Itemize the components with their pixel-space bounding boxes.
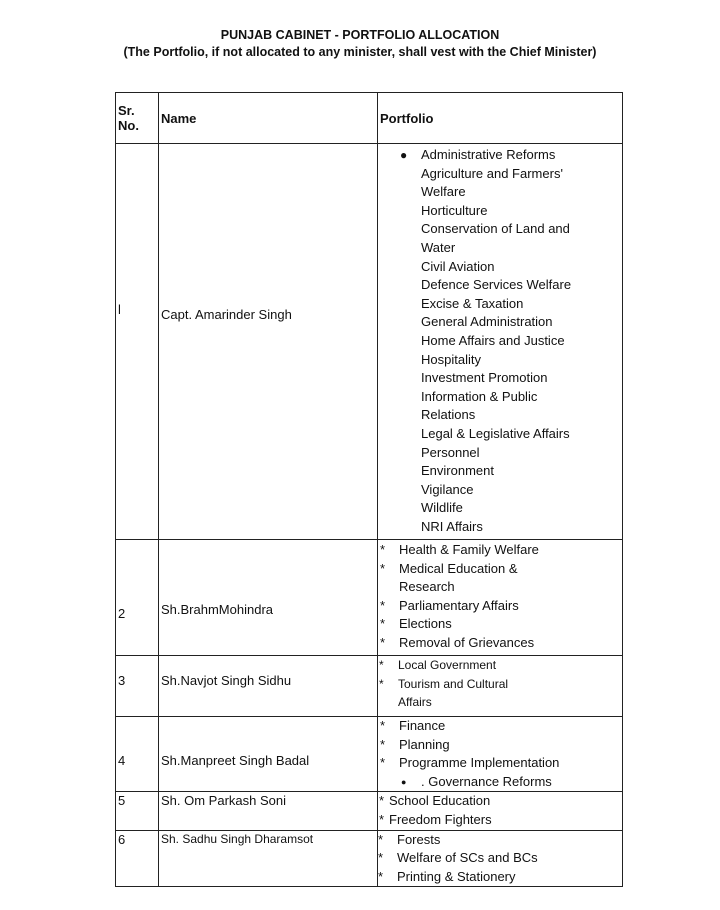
portfolio-item: [421, 202, 622, 221]
portfolio-label: Civil Aviation: [421, 258, 495, 274]
portfolio-item: [421, 518, 622, 537]
portfolio-item: [380, 560, 622, 579]
portfolio-label: NRI Affairs: [421, 518, 483, 534]
bullet-icon: ●: [401, 776, 407, 787]
asterisk-icon: *: [380, 616, 386, 632]
header-name: Name: [159, 93, 378, 144]
asterisk-icon: *: [380, 634, 386, 650]
portfolio-item: [421, 481, 622, 500]
portfolio-list: [378, 831, 622, 887]
portfolio-item: [421, 313, 622, 332]
portfolio-list: [378, 717, 622, 791]
portfolio-item: [421, 462, 622, 481]
portfolio-label: Local Government: [398, 658, 497, 672]
portfolio-item: [379, 675, 622, 694]
portfolio-label: School Education: [389, 793, 491, 809]
document-subtitle: (The Portfolio, if not allocated to any minister, shall vest with the Chief Minister): [123, 45, 597, 59]
minister-name: Sh.Navjot Singh Sidhu: [161, 673, 292, 688]
portfolio-label: Welfare of SCs and BCs: [397, 850, 538, 866]
portfolio-label: Defence Services Welfare: [421, 277, 572, 293]
portfolio-label: Investment Promotion: [421, 370, 548, 386]
asterisk-icon: *: [379, 793, 385, 809]
table-row: [116, 792, 623, 830]
portfolio-label: Information & Public: [421, 388, 538, 404]
asterisk-icon: *: [379, 676, 384, 691]
portfolio-item: [421, 165, 622, 184]
portfolio-label: Environment: [421, 463, 494, 479]
minister-name: Sh. Om Parkash Soni: [161, 793, 286, 809]
portfolio-label: Affairs: [398, 695, 432, 710]
asterisk-icon: *: [378, 850, 384, 866]
portfolio-item: [421, 239, 622, 258]
asterisk-icon: *: [379, 811, 385, 827]
portfolio-item: [380, 615, 622, 634]
portfolio-item: [421, 351, 622, 370]
portfolio-label: Water: [421, 239, 456, 255]
portfolio-table: [115, 92, 623, 887]
portfolio-label: Medical Education &: [399, 560, 518, 576]
asterisk-icon: *: [380, 597, 386, 613]
portfolio-item: [380, 634, 622, 653]
portfolio-label: Excise & Taxation: [421, 295, 524, 311]
portfolio-item: [421, 369, 622, 388]
portfolio-item: [398, 693, 622, 712]
portfolio-label: Elections: [399, 616, 452, 632]
portfolio-item: [399, 578, 622, 597]
portfolio-label: Research: [399, 579, 455, 595]
portfolio-item: [421, 332, 622, 351]
portfolio-item: [421, 388, 622, 407]
table-row: [116, 656, 623, 717]
asterisk-icon: *: [378, 831, 384, 847]
portfolio-label: Administrative Reforms: [421, 147, 556, 162]
portfolio-list: [378, 656, 622, 712]
sr-no: l: [118, 302, 121, 317]
portfolio-item: [380, 754, 622, 773]
portfolio-label: Agriculture and Farmers': [421, 165, 563, 181]
portfolio-item: [421, 183, 622, 202]
portfolio-label: Finance: [399, 718, 446, 733]
portfolio-label: Relations: [421, 407, 476, 423]
asterisk-icon: *: [378, 868, 384, 884]
asterisk-icon: *: [380, 755, 386, 771]
asterisk-icon: *: [380, 542, 386, 557]
portfolio-label: Tourism and Cultural: [398, 676, 509, 691]
portfolio-item: [379, 792, 622, 811]
portfolio-label: Planning: [399, 736, 450, 752]
portfolio-item: [421, 499, 622, 518]
minister-name: Sh.Manpreet Singh Badal: [161, 753, 310, 768]
portfolio-item: [380, 597, 622, 616]
portfolio-item: [380, 717, 622, 736]
asterisk-icon: *: [379, 658, 384, 672]
portfolio-list: [378, 144, 622, 536]
portfolio-item: [421, 295, 622, 314]
bullet-icon: ●: [400, 148, 408, 162]
portfolio-item: [379, 656, 622, 675]
portfolio-label: . Governance Reforms: [421, 773, 552, 789]
table-row: [116, 830, 623, 887]
portfolio-item: [380, 541, 622, 560]
header-sr-no: Sr. No.: [116, 93, 159, 144]
portfolio-item: [421, 276, 622, 295]
portfolio-list: [378, 792, 622, 829]
asterisk-icon: *: [380, 718, 386, 733]
portfolio-label: Freedom Fighters: [389, 811, 492, 827]
sr-no: 5: [118, 793, 126, 809]
portfolio-item: [399, 773, 622, 792]
portfolio-label: Vigilance: [421, 481, 474, 497]
asterisk-icon: *: [380, 736, 386, 752]
table-header: [116, 93, 623, 144]
portfolio-item: [421, 220, 622, 239]
portfolio-label: Health & Family Welfare: [399, 542, 539, 557]
portfolio-label: Hospitality: [421, 351, 481, 367]
portfolio-label: Printing & Stationery: [397, 868, 516, 884]
portfolio-label: Home Affairs and Justice: [421, 332, 565, 348]
portfolio-item: [421, 258, 622, 277]
portfolio-label: Removal of Grievances: [399, 634, 535, 650]
portfolio-label: Horticulture: [421, 202, 488, 218]
portfolio-label: General Administration: [421, 314, 553, 330]
portfolio-label: Conservation of Land and: [421, 221, 570, 237]
header-portfolio: Portfolio: [378, 93, 623, 144]
table-row: [116, 144, 623, 540]
portfolio-label: Programme Implementation: [399, 755, 560, 771]
portfolio-item: [421, 425, 622, 444]
portfolio-item: [400, 146, 622, 165]
portfolio-label: Personnel: [421, 444, 480, 460]
sr-no: 2: [118, 606, 126, 621]
portfolio-label: Forests: [397, 831, 441, 847]
table-row: [116, 717, 623, 792]
portfolio-label: Parliamentary Affairs: [399, 597, 519, 613]
portfolio-item: [421, 444, 622, 463]
portfolio-label: Wildlife: [421, 500, 463, 516]
table-row: [116, 540, 623, 656]
portfolio-item: [378, 868, 622, 887]
document-title: PUNJAB CABINET - PORTFOLIO ALLOCATION: [220, 28, 500, 42]
minister-name: Sh.BrahmMohindra: [161, 602, 273, 617]
portfolio-item: [421, 406, 622, 425]
portfolio-item: [380, 736, 622, 755]
minister-name: Capt. Amarinder Singh: [161, 307, 292, 322]
portfolio-label: Legal & Legislative Affairs: [421, 425, 570, 441]
portfolio-item: [378, 831, 622, 850]
portfolio-item: [378, 849, 622, 868]
portfolio-label: Welfare: [421, 184, 466, 200]
portfolio-item: [379, 811, 622, 830]
asterisk-icon: *: [380, 560, 386, 576]
sr-no: 3: [118, 673, 126, 688]
sr-no: 4: [118, 753, 126, 768]
sr-no: 6: [118, 831, 126, 847]
minister-name: Sh. Sadhu Singh Dharamsot: [161, 831, 314, 846]
portfolio-list: [378, 540, 622, 653]
